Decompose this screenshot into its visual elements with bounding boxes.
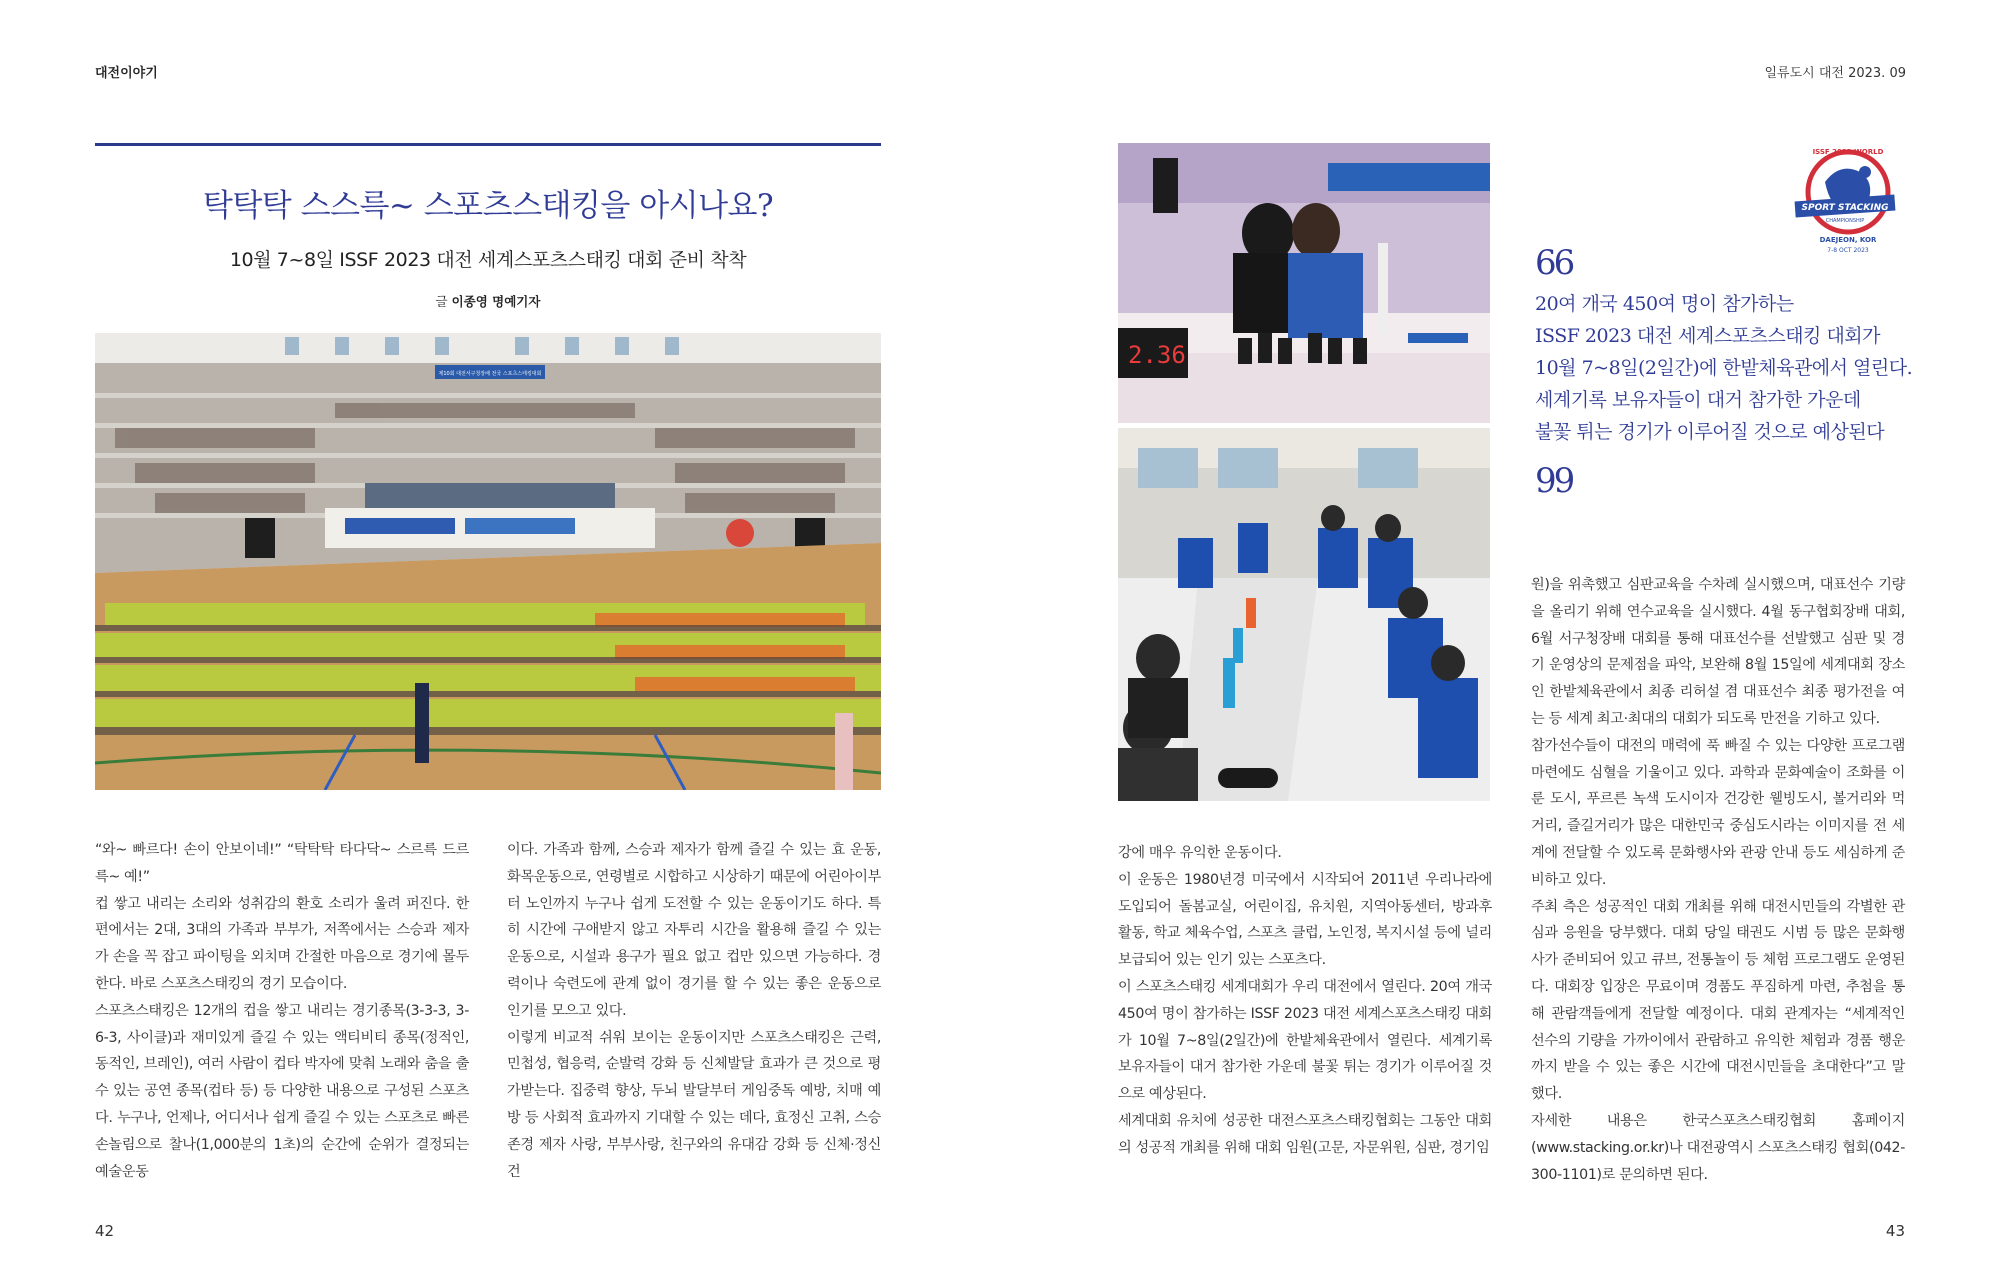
logo-place-text: DAEJEON, KOR [1819,236,1877,244]
quote-line: 10월 7~8일(2일간)에 한밭체육관에서 열린다. [1535,357,1913,379]
article-title-block [95,143,881,310]
logo-sub-text: CHAMPIONSHIP [1825,218,1865,224]
paragraph: 스포츠스태킹은 12개의 컵을 쌓고 내리는 경기종목(3-3-3, 3-6-3, 사이클)과 재미있게 즐길 수 있는 액티비티 종목(정적인, 동적인, 브레인), 여러 사람이 컵타 박자에 맞춰 노래와 춤을 출 수 있는 공연 종목(컵타 등) 등 다양한 내용으로 구성된 스포츠다. 누구나, 언제나, 어디서나 쉽게 즐길 수 있는 스포츠로 빠른 손놀림으로 찰나(1,000분의 1초)의 순간에 순위가 결정되는 예술운동 [95,1002,469,1180]
paragraph: 주최 측은 성공적인 대회 개최를 위해 대전시민들의 각별한 관심과 응원을 당부했다. 대회 당일 태권도 시범 등 많은 문화행사가 준비되어 있고 큐브, 전통놀이 등 체험 프로그램도 운영된다. 대회장 입장은 무료이며 경품도 푸짐하게 마련, 추첨을 통해 관람객들에게 전달할 예정이다. 대회 관계자는 “세계적인 선수의 기량을 가까이에서 관람하고 유익한 체험과 경품 행운까지 받을 수 있는 좋은 시간에 대전시민들을 초대한다”고 말했다. [1531,898,1905,1103]
paragraph: 이렇게 비교적 쉬워 보이는 운동이지만 스포츠스태킹은 근력, 민첩성, 협응력, 순발력 강화 등 신체발달 효과가 큰 것으로 평가받는다. 집중력 향상, 두뇌 발달부터 게임중독 예방, 치매 예방 등 사회적 효과까지 기대할 수 있는 데다, 효정신 고취, 스승 존경 제자 사랑, 부부사랑, 친구와의 유대감 강화 등 신체·정신 건 [507,1029,881,1180]
page-number-left: 42 [95,1222,115,1240]
logo-top-text: ISSF 2023 WORLD [1812,148,1884,156]
body-column-4 [1531,572,1905,1188]
quote-line: 세계기록 보유자들이 대거 참가한 가운데 [1535,389,1861,411]
quote-text [1535,288,1915,448]
arena-photo [95,333,881,790]
paragraph: 세계대회 유치에 성공한 대전스포츠스태킹협회는 그동안 대회의 성공적 개최를 위해 대회 임원(고문, 자문위원, 심판, 경기임 [1118,1112,1492,1156]
section-label: 대전이야기 [95,66,158,81]
logo-date-text: 7-8 OCT 2023 [1827,247,1869,254]
byline-name: 이종영 명예기자 [451,294,541,309]
logo-main-text: SPORT STACKING [1801,203,1889,213]
pull-quote [1535,243,1915,501]
body-column-3 [1118,840,1492,1162]
byline [95,292,881,310]
article-subtitle: 10월 7~8일 ISSF 2023 대전 세계스포츠스태킹 대회 준비 착착 [229,249,747,271]
article-title: 탁탁탁 스스륵~ 스포츠스태킹을 아시나요? [202,188,774,224]
arena-banner-text: 제10회 대전서구청장배 전국 스포츠스태킹대회 [438,371,542,377]
paragraph: “와~ 빠르다! 손이 안보이네!” “탁탁탁 타다닥~ 스르륵 드르륵~ 예!” [95,842,469,885]
paragraph: 이다. 가족과 함께, 스승과 제자가 함께 즐길 수 있는 효 운동, 화목운동으로, 연령별로 시합하고 시상하기 때문에 어린아이부터 노인까지 누구나 쉽게 도전할 수 있는 운동이기도 하다. 특히 시간에 구애받지 않고 자투리 시간을 활용해 즐길 수 있는 운동으로, 시설과 용구가 필요 없고 컵만 있으면 가능하다. 경력이나 숙련도에 관계 없이 경기를 할 수 있는 좋은 운동으로 인기를 모으고 있다. [507,842,881,1019]
quote-line: 불꽃 튀는 경기가 이루어질 것으로 예상된다 [1535,421,1885,443]
body-column-1 [95,837,469,1185]
paragraph: 컵 쌓고 내리는 소리와 성취감의 환호 소리가 울려 퍼진다. 한편에서는 2대, 3대의 가족과 부부가, 저쪽에서는 스승과 제자가 손을 꼭 잡고 파이팅을 외치며 간절한 마음으로 경기에 몰두한다. 바로 스포츠스태킹의 경기 모습이다. [95,895,469,992]
quote-open-mark: 66 [1535,243,1573,283]
quote-close-mark: 99 [1535,461,1573,501]
timer-readout: 2.36 [1128,341,1186,369]
paragraph: 강에 매우 유익한 운동이다. [1118,845,1282,861]
quote-line: ISSF 2023 대전 세계스포츠스태킹 대회가 [1535,325,1881,347]
stacking-photo-top [1118,143,1490,423]
paragraph: 이 스포츠스태킹 세계대회가 우리 대전에서 열린다. 20여 개국 450여 명이 참가하는 ISSF 2023 대전 세계스포츠스태킹 대회가 10월 7~8일(2일간)에 한밭체육관에서 열린다. 세계기록 보유자들이 대거 참가한 가운데 불꽃 튀는 경기가 이루어질 것으로 예상된다. [1118,978,1492,1103]
byline-prefix: 글 [435,294,452,309]
paragraph: 원)을 위촉했고 심판교육을 수차례 실시했으며, 대표선수 기량을 올리기 위해 연수교육을 실시했다. 4월 동구협회장배 대회, 6월 서구청장배 대회를 통해 대표선수를 선발했고 심판 및 경기 운영상의 문제점을 파악, 보완해 8월 15일에 세계대회 장소인 한밭체육관에서 최종 리허설 겸 대표선수 최종 평가전을 여는 등 세계 최고·최대의 대회가 되도록 만전을 기하고 있다. [1531,577,1905,727]
page-number-right: 43 [1885,1222,1905,1240]
paragraph: 이 운동은 1980년경 미국에서 시작되어 2011년 우리나라에 도입되어 돌봄교실, 어린이집, 유치원, 지역아동센터, 방과후 활동, 학교 체육수업, 스포츠 클럽, 노인정, 복지시설 등에 널리 보급되어 있는 인기 있는 스포츠다. [1118,871,1492,969]
paragraph: 참가선수들이 대전의 매력에 푹 빠질 수 있는 다양한 프로그램 마련에도 심혈을 기울이고 있다. 과학과 문화예술이 조화를 이룬 도시, 푸르른 녹색 도시이자 건강한 웰빙도시, 볼거리와 먹거리, 즐길거리가 많은 대한민국 중심도시라는 이미지를 전 세계에 전달할 수 있도록 문화행사와 관광 안내 등도 세심하게 준비하고 있다. [1531,737,1905,888]
stacking-photo-bottom [1118,428,1490,801]
quote-line: 20여 개국 450여 명이 참가하는 [1535,293,1794,315]
body-column-2 [507,837,881,1185]
paragraph: 자세한 내용은 한국스포츠스태킹협회 홈페이지(www.stacking.or.kr)나 대전광역시 스포츠스태킹 협회(042-300-1101)로 문의하면 된다. [1531,1112,1905,1183]
magazine-issue-label: 일류도시 대전 2023. 09 [1764,66,1906,81]
